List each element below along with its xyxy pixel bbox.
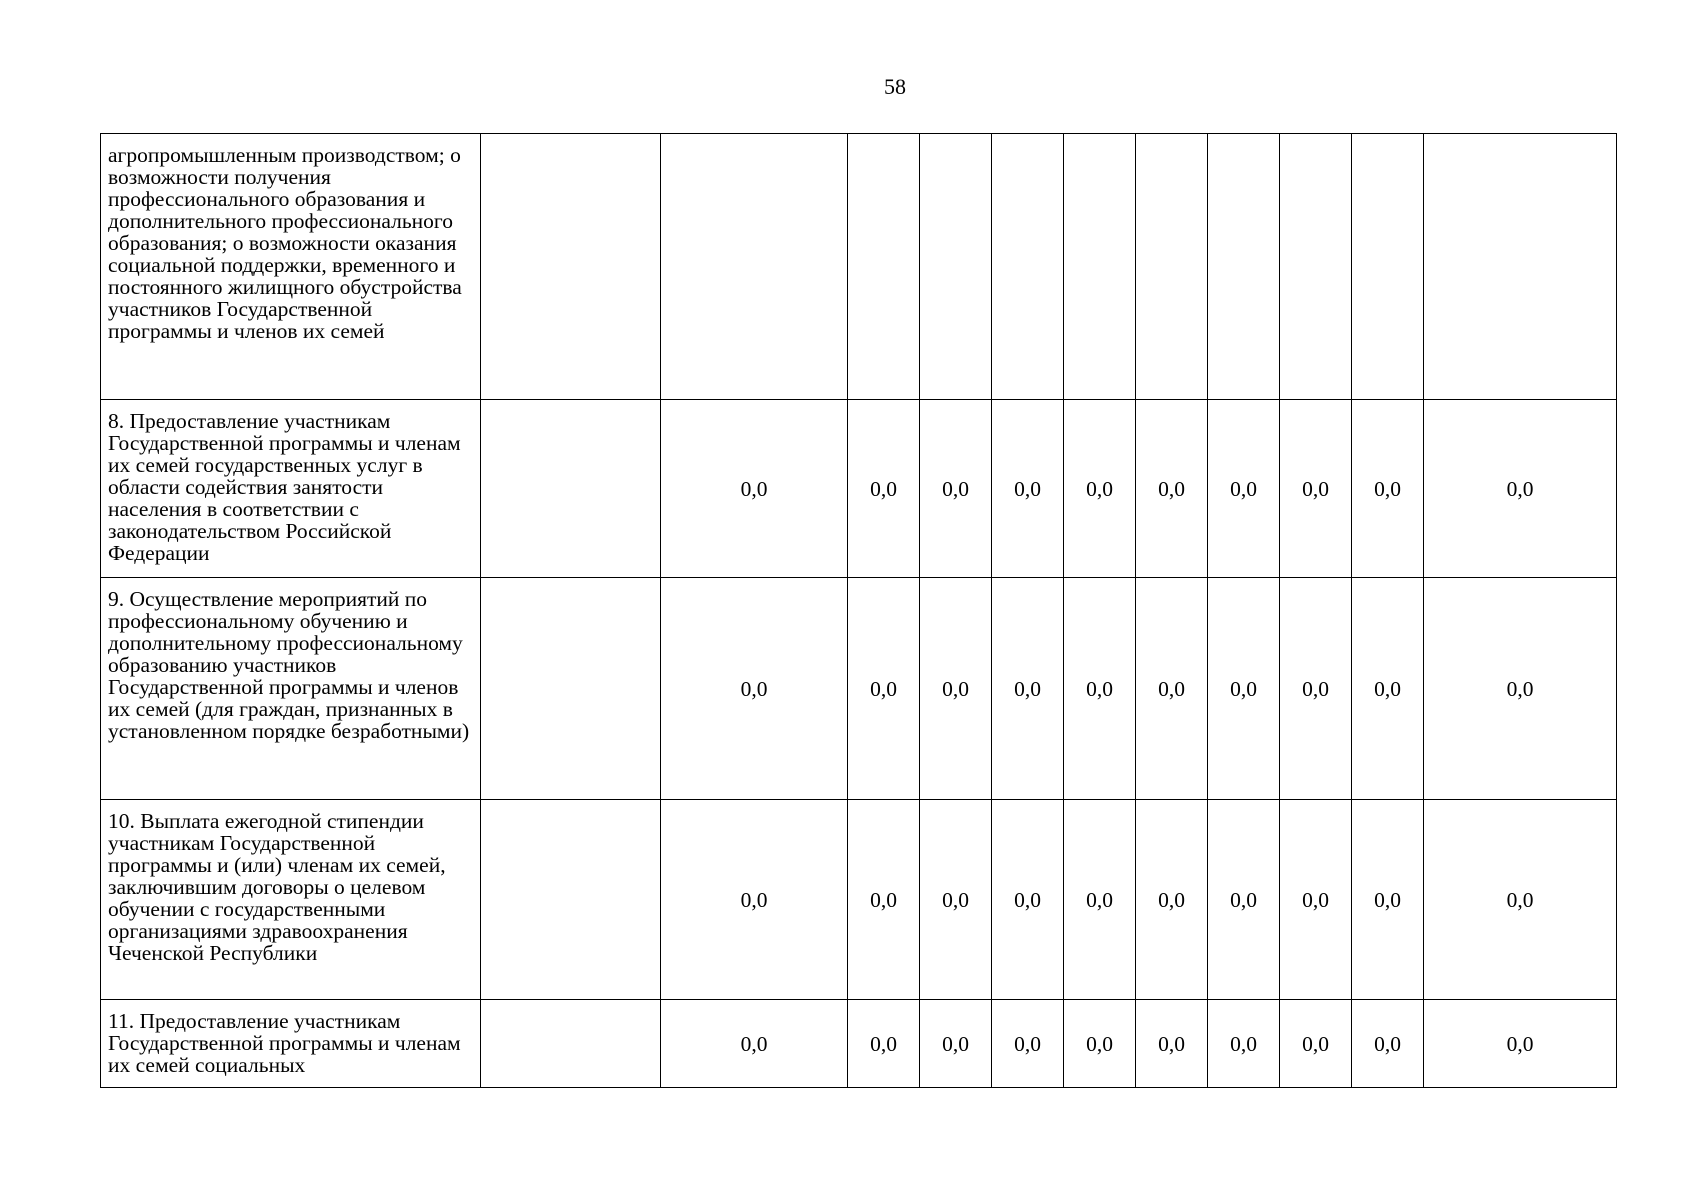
value-cell: 0,0 bbox=[661, 1000, 848, 1088]
value-cell: 0,0 bbox=[1064, 800, 1136, 1000]
value-cell: 0,0 bbox=[1208, 578, 1280, 800]
value-cell: 0,0 bbox=[848, 400, 920, 578]
value-cell: 0,0 bbox=[1064, 578, 1136, 800]
value-cell: 0,0 bbox=[992, 400, 1064, 578]
table-row bbox=[101, 134, 1617, 400]
row-description: агропромышленным производством; о возможности получения профессионального образования и дополнительного профессионального образования; о возможности оказания социальной поддержки, временного и постоянного жилищного обустройства участников Государственной программы и членов их семей bbox=[101, 134, 481, 400]
value-cell: 0,0 bbox=[920, 1000, 992, 1088]
empty-cell bbox=[1136, 134, 1208, 400]
value-cell: 0,0 bbox=[1280, 578, 1352, 800]
value-cell: 0,0 bbox=[661, 400, 848, 578]
value-cell: 0,0 bbox=[920, 800, 992, 1000]
table-row bbox=[101, 800, 1617, 1000]
empty-cell bbox=[1280, 134, 1352, 400]
value-cell: 0,0 bbox=[1136, 800, 1208, 1000]
row-description: 11. Предоставление участникам Государственной программы и членам их семей социальных bbox=[101, 1000, 481, 1088]
value-cell: 0,0 bbox=[1064, 1000, 1136, 1088]
value-cell: 0,0 bbox=[1208, 400, 1280, 578]
empty-cell bbox=[481, 134, 661, 400]
empty-cell bbox=[920, 134, 992, 400]
value-cell: 0,0 bbox=[1424, 1000, 1617, 1088]
value-cell: 0,0 bbox=[992, 1000, 1064, 1088]
table-row bbox=[101, 1000, 1617, 1088]
value-cell: 0,0 bbox=[1424, 400, 1617, 578]
value-cell: 0,0 bbox=[920, 578, 992, 800]
value-cell: 0,0 bbox=[848, 800, 920, 1000]
page-number: 58 bbox=[884, 74, 906, 99]
row-description: 9. Осуществление мероприятий по профессиональному обучению и дополнительному профессиональному образованию участников Государственной программы и членов их семей (для граждан, признанных в установленном порядке безработными) bbox=[101, 578, 481, 800]
value-cell: 0,0 bbox=[1280, 800, 1352, 1000]
empty-cell bbox=[1352, 134, 1424, 400]
row-description: 10. Выплата ежегодной стипендии участникам Государственной программы и (или) членам их семей, заключившим договоры о целевом обучении с государственными организациями здравоохранения Чеченской Республики bbox=[101, 800, 481, 1000]
value-cell: 0,0 bbox=[848, 578, 920, 800]
row-description: 8. Предоставление участникам Государственной программы и членам их семей государственных услуг в области содействия занятости населения в соответствии с законодательством Российской Федерации bbox=[101, 400, 481, 578]
value-cell: 0,0 bbox=[661, 800, 848, 1000]
value-cell: 0,0 bbox=[992, 578, 1064, 800]
value-cell: 0,0 bbox=[1352, 578, 1424, 800]
empty-cell bbox=[1208, 134, 1280, 400]
value-cell: 0,0 bbox=[1424, 578, 1617, 800]
value-cell: 0,0 bbox=[1136, 1000, 1208, 1088]
empty-cell bbox=[481, 1000, 661, 1088]
value-cell: 0,0 bbox=[1136, 578, 1208, 800]
value-cell: 0,0 bbox=[1352, 800, 1424, 1000]
empty-cell bbox=[1424, 134, 1617, 400]
empty-cell bbox=[1064, 134, 1136, 400]
empty-cell bbox=[661, 134, 848, 400]
value-cell: 0,0 bbox=[1280, 400, 1352, 578]
empty-cell bbox=[848, 134, 920, 400]
value-cell: 0,0 bbox=[1064, 400, 1136, 578]
value-cell: 0,0 bbox=[1208, 800, 1280, 1000]
table-row bbox=[101, 578, 1617, 800]
table-row bbox=[101, 400, 1617, 578]
value-cell: 0,0 bbox=[1208, 1000, 1280, 1088]
value-cell: 0,0 bbox=[992, 800, 1064, 1000]
value-cell: 0,0 bbox=[661, 578, 848, 800]
value-cell: 0,0 bbox=[848, 1000, 920, 1088]
empty-cell bbox=[481, 800, 661, 1000]
empty-cell bbox=[481, 578, 661, 800]
value-cell: 0,0 bbox=[1424, 800, 1617, 1000]
program-funding-table bbox=[100, 133, 1617, 1088]
value-cell: 0,0 bbox=[1352, 400, 1424, 578]
empty-cell bbox=[992, 134, 1064, 400]
value-cell: 0,0 bbox=[1280, 1000, 1352, 1088]
value-cell: 0,0 bbox=[1352, 1000, 1424, 1088]
empty-cell bbox=[481, 400, 661, 578]
value-cell: 0,0 bbox=[920, 400, 992, 578]
value-cell: 0,0 bbox=[1136, 400, 1208, 578]
